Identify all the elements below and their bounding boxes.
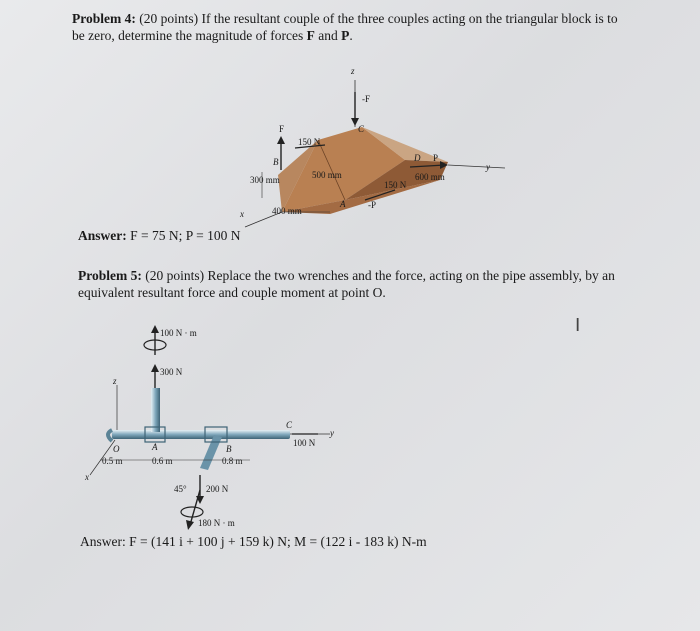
p5-point-o: O [113,444,120,454]
problem5-answer-value: F = (141 i + 100 j + 159 k) N; M = (122 i - 183 k) N-m [129,534,427,549]
p4-point-d: D [414,153,421,163]
p4-dim-300: 300 mm [250,175,280,185]
problem4-statement: Problem 4: (20 points) If the resultant couple of the three couples acting on the triangular block is to be zero, determine the magnitude of forces F and P. [72,11,618,43]
p5-moment-top: 100 N · m [160,328,197,338]
p5-dim-08: 0.8 m [222,456,243,466]
p4-dim-400: 400 mm [272,206,302,216]
p4-force-p: P [433,153,439,163]
problem5-points: (20 points) [145,268,205,283]
problem4-answer-value: F = 75 N; P = 100 N [130,228,241,243]
p4-force-f: F [279,124,285,134]
p4-point-b: B [273,157,279,167]
p4-neg-f: -F [362,94,371,104]
problem4-heading: Problem 4: [72,11,136,26]
p5-dim-06: 0.6 m [152,456,173,466]
p4-point-c: C [358,124,365,134]
p5-point-b: B [226,444,232,454]
vertical-pipe [151,388,160,432]
p5-dim-05: 0.5 m [102,456,123,466]
text-cursor-icon: I [575,315,581,336]
problem4-p: P [341,28,350,43]
main-pipe [112,430,290,439]
p4-point-a: A [340,199,346,209]
problem5-text: Replace the two wrenches and the force, acting on the pipe assembly, by an equivalent resultant force and couple moment at point O. [78,268,615,300]
p5-force-200: 200 N [206,484,229,494]
p5-angle: 45° [174,484,187,494]
p4-neg-p: -P [368,200,377,210]
p4-dim-500: 500 mm [312,170,342,180]
p5-axis-z: z [113,376,117,386]
moment-bottom-arrow-icon [186,520,194,530]
p5-point-a: A [152,442,158,452]
p5-axis-y: y [330,428,334,438]
problem4-points: (20 points) [139,11,199,26]
force-300-arrow-icon [151,364,159,372]
p4-load-top: 150 N [298,137,321,147]
p5-moment-bottom: 180 N · m [198,518,235,528]
p4-axis-z: z [351,66,355,76]
problem4-answer-label: Answer: [78,228,127,243]
moment-top-arrow-icon [151,325,159,333]
branch-pipe [200,435,222,470]
p5-point-c: C [286,420,293,430]
p5-axis-x: x [85,472,89,482]
p4-dim-600: 600 mm [415,172,445,182]
problem4-text: If the resultant couple of the three couples acting on the triangular block is to be zero, determine the magnitude of forces [72,11,618,43]
problem5-heading: Problem 5: [78,268,142,283]
problem5-answer [80,534,427,550]
p4-axis-x: x [240,209,244,219]
p4-axis-y: y [486,162,490,172]
problem5-answer-label: Answer: [80,534,126,549]
p5-force-100: 100 N [293,438,316,448]
p4-load-side: 150 N [384,180,407,190]
problem4-f: F [306,28,315,43]
problem4-and: and [318,28,338,43]
p5-force-300: 300 N [160,367,183,377]
